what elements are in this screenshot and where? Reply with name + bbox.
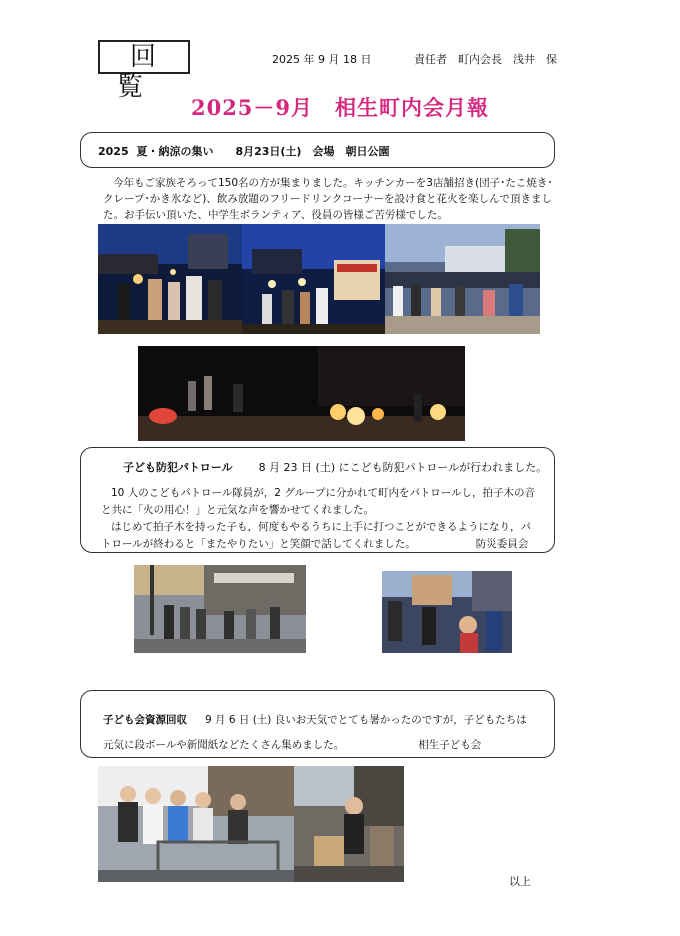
section-recycling-title: 子ども会資源回収: [103, 714, 187, 726]
section-child-patrol-date: 8 月 23 日 (土) にこども防犯パトロールが行われました。: [258, 461, 548, 474]
recycling-photo-2: [294, 766, 404, 882]
recycling-signature: 相生子ども会: [418, 739, 482, 751]
festival-photo-2: [242, 224, 385, 334]
child-patrol-signature: 防災委員会: [475, 538, 529, 550]
fireworks-photo: [138, 346, 465, 441]
section-recycling-box: [80, 690, 555, 758]
festival-photo-3: [385, 224, 540, 334]
section-summer-festival-title: 2025 夏・納涼の集い 8月23日(土) 会場 朝日公園: [98, 145, 390, 158]
responsible-person: 責任者 町内会長 浅井 保: [414, 53, 557, 66]
section-recycling-text: 元気に段ボールや新聞紙などたくさん集めました。: [103, 739, 345, 751]
section-summer-festival-heading-box: [80, 132, 555, 168]
patrol-photo-2: [382, 571, 512, 653]
section-recycling-date-text: 9 月 6 日 (土) 良いお天気でとても暑かったのですが，子どもたちは: [205, 714, 527, 726]
section-child-patrol-box: [80, 447, 555, 553]
festival-photo-1: [98, 224, 242, 334]
child-patrol-paragraph-1: 10 人のこどもパトロール隊員が，2 グループに分かれて町内をパトロールし，拍子木の音と共に「火の用心！」と元気な声を響かせてくれました。: [101, 487, 536, 516]
recycling-photo-1: [98, 766, 294, 882]
circulation-label: 回覧: [98, 40, 190, 74]
section-summer-festival-body: 今年もご家族そろって150名の方が集まりました。キッチンカーを3店舗招き(団子･たこ焼き･クレープ･かき氷など)、飲み放題のフリードリンクコーナーを設け食と花火を楽しんで頂きました。お手伝い頂いた、中学生ボランティア、役員の皆様ご苦労様でした。: [103, 177, 553, 221]
child-patrol-paragraph-2: はじめて拍子木を持った子も，何度もやるうちに上手に打つことができるようになり，パトロールが終わると「またやりたい」と笑顔で話してくれました。: [101, 521, 531, 550]
section-child-patrol-title: 子ども防犯パトロール: [123, 461, 233, 474]
section-recycling-line-2: [103, 737, 481, 752]
section-recycling-line-1: [103, 712, 527, 727]
newsletter-title: 2025－9月 相生町内会月報: [190, 95, 490, 120]
patrol-photo-1: [134, 565, 306, 653]
section-child-patrol-body: [101, 485, 541, 553]
issue-date: 2025 年 9 月 18 日: [272, 53, 372, 66]
closing-remark: 以上: [509, 875, 531, 888]
section-child-patrol-heading: [123, 459, 547, 475]
